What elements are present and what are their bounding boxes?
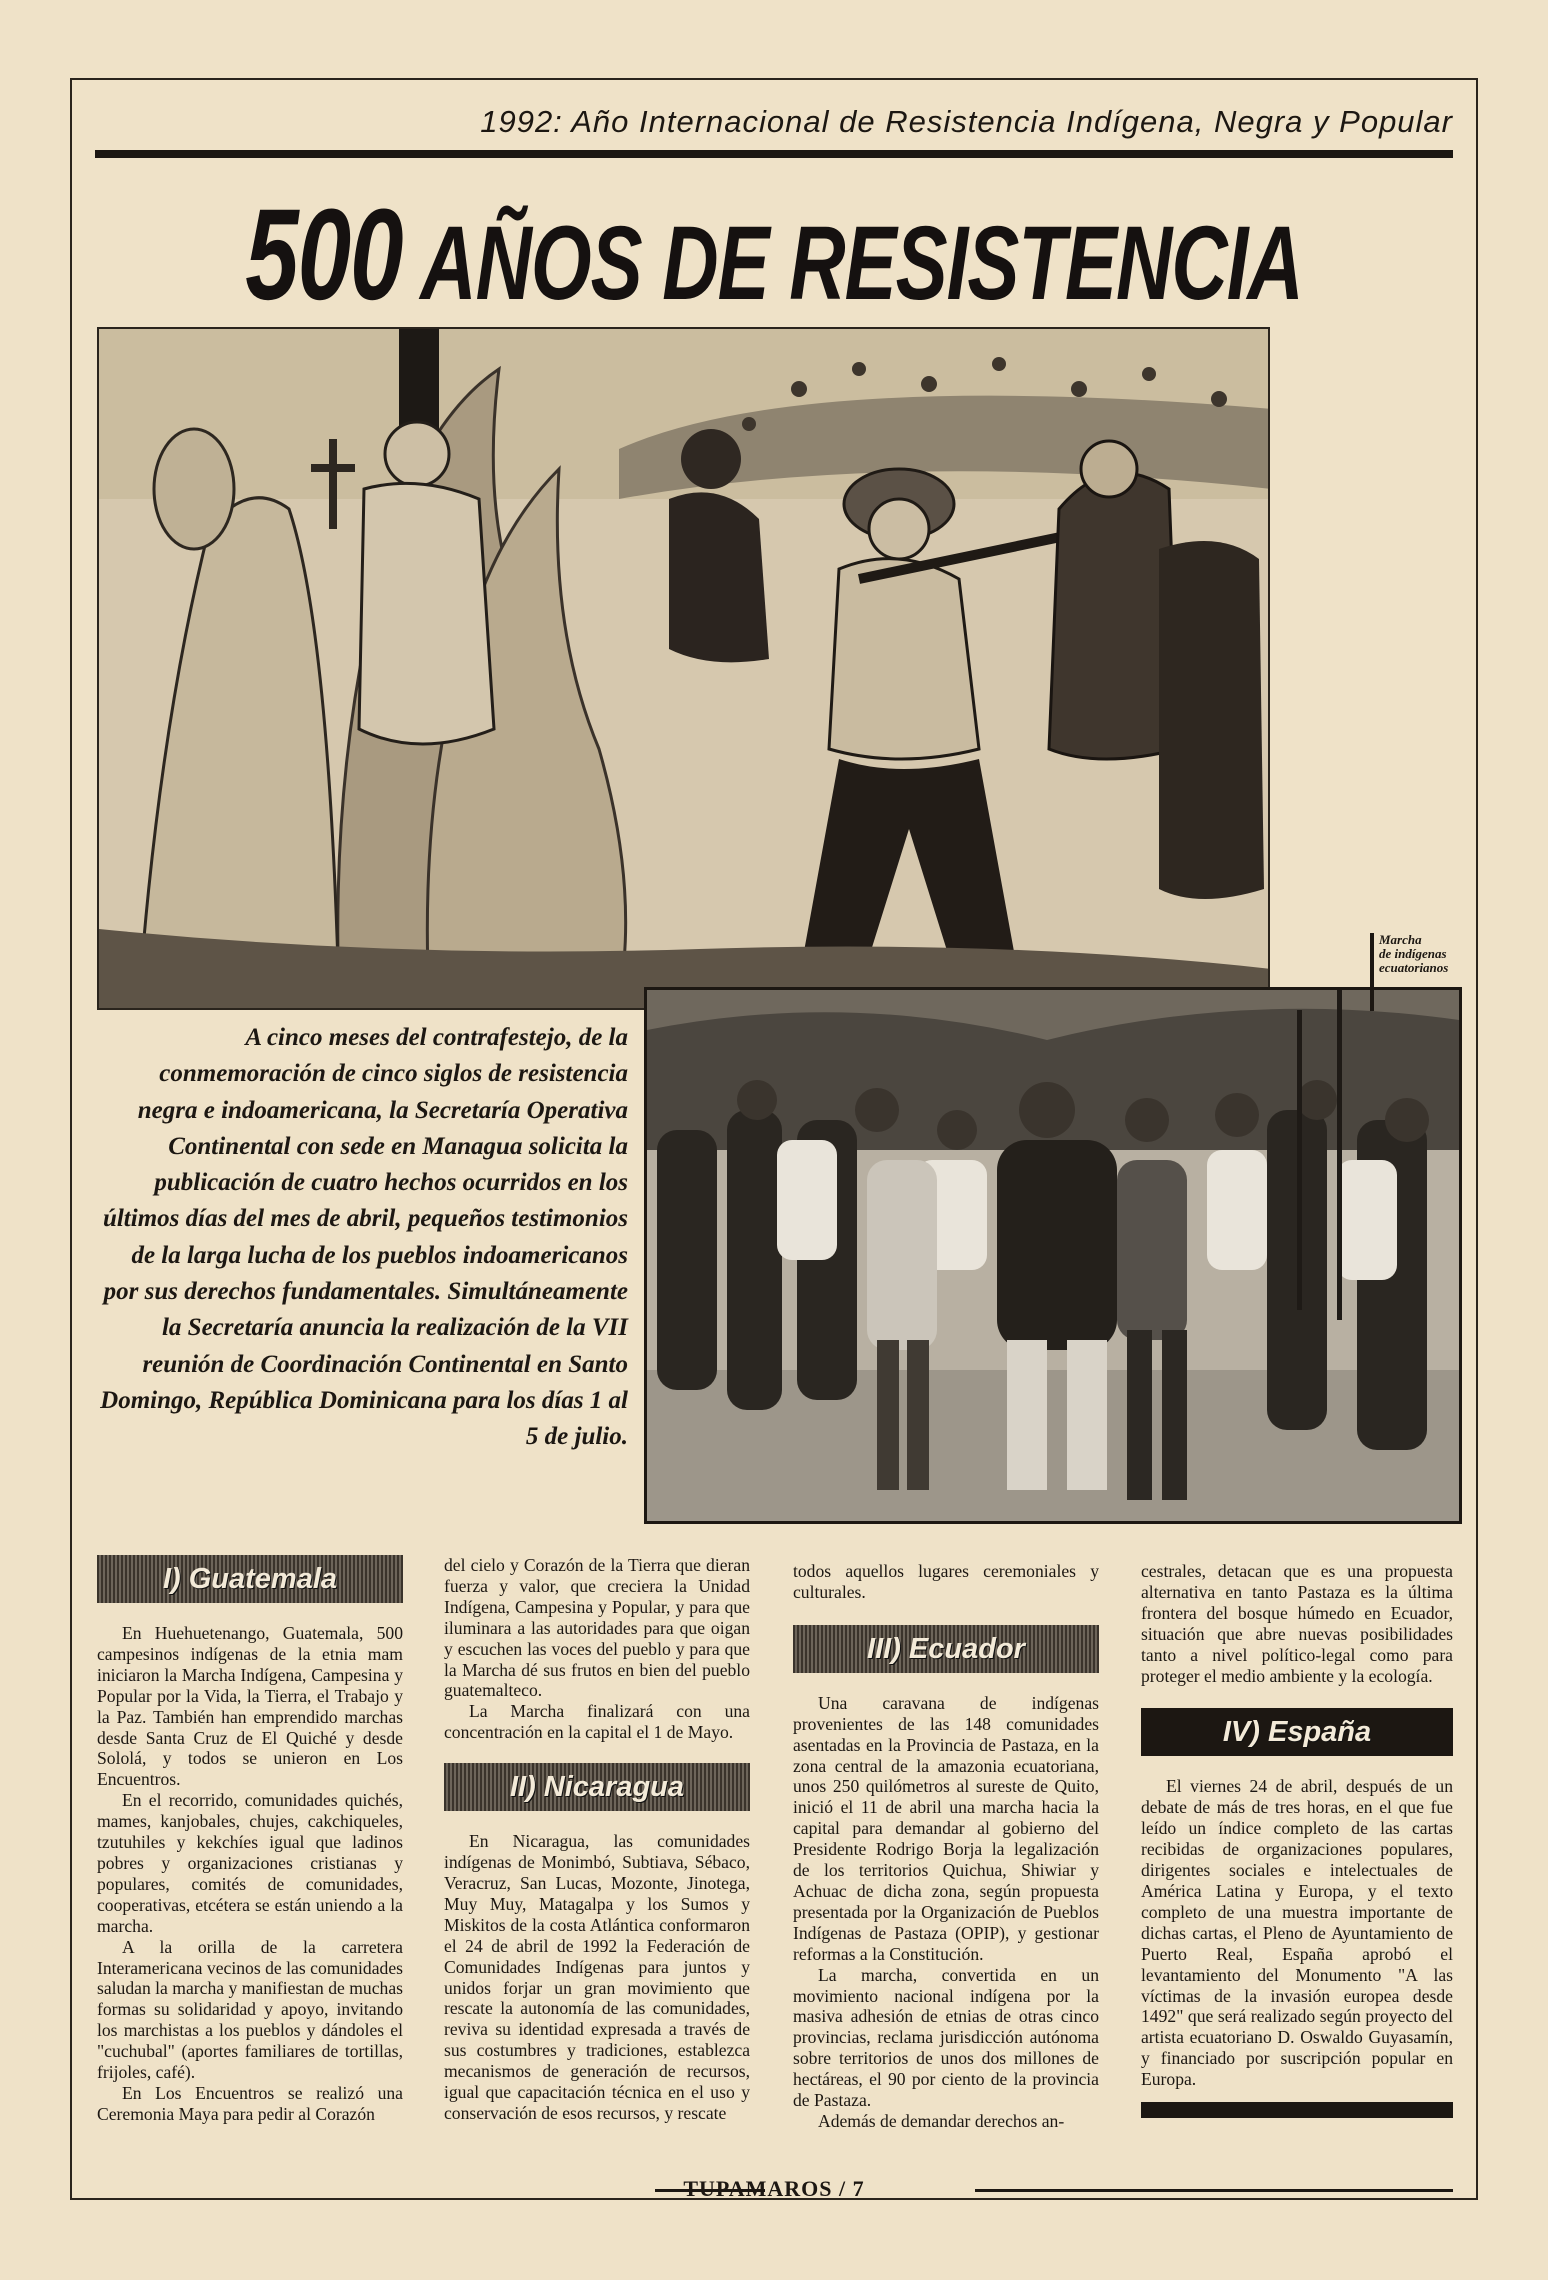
ecuador-paragraph-2: La marcha, convertida en un movimiento nacional indígena por la masiva adhesión de etnias de otras cinco provincias, reclama jurisdicción autónoma sobre territorios de unos dos millones de hectáreas, el 90 por ciento de la provincia de Pastaza.: [793, 1964, 1099, 2111]
headline: [95, 182, 1453, 328]
nicaragua-paragraph-2: todos aquellos lugares ceremoniales y culturales.: [793, 1561, 1099, 1602]
march-photo: [644, 987, 1462, 1524]
column-1: [97, 1553, 403, 2125]
guatemala-paragraph-3: A la orilla de la carretera Interamericana vecinos de las comunidades saludan la marcha y manifiestan de muchas formas su solidaridad y apoyo, invitando los marchistas a los pueblos y dándoles el "cuchubal" (aportes familiares de tortillas, frijoles, café).: [97, 1936, 403, 2083]
section-title-espana: IV) España: [1141, 1708, 1453, 1756]
guatemala-paragraph-1: En Huehuetenango, Guatemala, 500 campesinos indígenas de la etnia mam iniciaron la Marcha Indígena, Campesina y Popular por la Vida, la Tierra, el Trabajo y la Paz. También han emprendido marchas desde Santa Cruz de El Quiché y desde Sololá, y todos se unieron en Los Encuentros.: [97, 1623, 403, 1790]
photo-caption-line2: de indígenas: [1379, 946, 1447, 961]
photo-caption: [1370, 933, 1480, 1011]
guatemala-paragraph-5: del cielo y Corazón de la Tierra que dieran fuerza y valor, que creciera la Unidad Indígena, Campesina y Popular, y para que iluminara a las autoridades para que oigan y escuchen las voces del pueblo y para que la Marcha dé sus frutos en bien del pueblo guatemalteco.: [444, 1555, 750, 1701]
footer: [95, 2176, 1453, 2201]
kicker-rule: [95, 150, 1453, 158]
column-2: [444, 1555, 750, 2124]
ecuador-paragraph-3: Además de demandar derechos an-: [818, 2110, 1065, 2131]
engraving-illustration: [97, 327, 1270, 1010]
column-4: [1141, 1561, 1453, 2118]
nicaragua-paragraph-1: En Nicaragua, las comunidades indígenas de Monimbó, Subtiava, Sébaco, Veracruz, San Lucas, Mozonte, Jinotega, Muy Muy, Matagalpa y los Sumos y Miskitos de la costa Atlántica conformaron el 24 de abril de 1992 la Federación de Comunidades Indígenas para juntos y unidos forjar un gran movimiento que rescate la autonomía de las comunidades, reviva su identidad expresada a través de sus costumbres y tradiciones, establezca mecanismos de generación de recursos, igual que capacitación técnica en el uso y conservación de esos recursos, y rescate: [444, 1831, 750, 2123]
intro-paragraph: A cinco meses del contrafestejo, de la conmemoración de cinco siglos de resistencia negra e indoamericana, la Secretaría Operativa Continental con sede en Managua solicita la publicación de cuatro hechos ocurridos en los últimos días del mes de abril, pequeños testimonios de la larga lucha de los pueblos indoamericanos por sus derechos fundamentales. Simultáneamente la Secretaría anuncia la realización de la VII reunión de Coordinación Continental en Santo Domingo, República Dominicana para los días 1 al 5 de julio.: [100, 1024, 628, 1451]
column-3: [793, 1561, 1099, 2132]
headline-number: 500: [245, 182, 403, 328]
espana-paragraph-1: El viernes 24 de abril, después de un debate de más de tres horas, en el que fue leído un índice completo de las cartas recibidas de organizaciones populares, dirigentes sociales e intelectuales de América Latina y Europa, y el texto completo de una muestra importante de dichas cartas, el Pleno de Ayuntamiento de Puerto Real, España aprobó el levantamiento del Monumento "A las víctimas de la invasión europea desde 1492" que será realizado según proyecto del artista ecuatoriano D. Oswaldo Guyasamín, y financiado por suscripción popular en Europa.: [1141, 1776, 1453, 2090]
guatemala-paragraph-6: La Marcha finalizará con una concentración en la capital el 1 de Mayo.: [444, 1701, 750, 1743]
engraving-drawing: [99, 329, 1270, 1010]
section-title-guatemala: I) Guatemala: [97, 1555, 403, 1603]
march-photo-drawing: [647, 990, 1459, 1521]
footer-page-label: TUPAMAROS / 7: [683, 2176, 865, 2201]
guatemala-paragraph-2: En el recorrido, comunidades quichés, mames, kanjobales, chujes, cakchiqueles, tzutuhiles y kekchíes igual que ladinos pobres y organizaciones cristianas y populares, comités de comunidades, cooperativas, etcétera se están uniendo a la marcha.: [97, 1790, 403, 1936]
end-bar: [1141, 2102, 1453, 2118]
guatemala-paragraph-4: En Los Encuentros se realizó una Ceremonia Maya para pedir al Corazón: [97, 2082, 403, 2124]
photo-caption-line1: Marcha: [1379, 932, 1422, 947]
section-title-nicaragua: II) Nicaragua: [444, 1763, 750, 1811]
photo-caption-line3: ecuatorianos: [1379, 960, 1449, 975]
headline-text: AÑOS DE RESISTENCIA: [420, 203, 1303, 322]
ecuador-paragraph-1: Una caravana de indígenas provenientes de las 148 comunidades asentadas en la Provincia de Pastaza, en la zona central de la amazonia ecuatoriana, unos 250 quilómetros al sureste de Quito, inició el 11 de abril una marcha hacia la capital para demandar al gobierno del Presidente Rodrigo Borja la legalización de los territorios Quichua, Shiwiar y Achuac de dicha zona, según propuesta presentada por la Organización de Pueblos Indígenas de Pastaza (OPIP), y gestionar reformas a la Constitución.: [793, 1692, 1099, 1964]
ecuador-paragraph-4: cestrales, detacan que es una propuesta alternativa en tanto Pastaza es la última frontera del bosque húmedo en Ecuador, situación que abre nuevas posibilidades tanto a nivel político-legal como para proteger el medio ambiente y la ecología.: [1141, 1561, 1453, 1686]
section-kicker: 1992: Año Internacional de Resistencia Indígena, Negra y Popular: [480, 104, 1453, 139]
section-title-ecuador: III) Ecuador: [793, 1625, 1099, 1673]
